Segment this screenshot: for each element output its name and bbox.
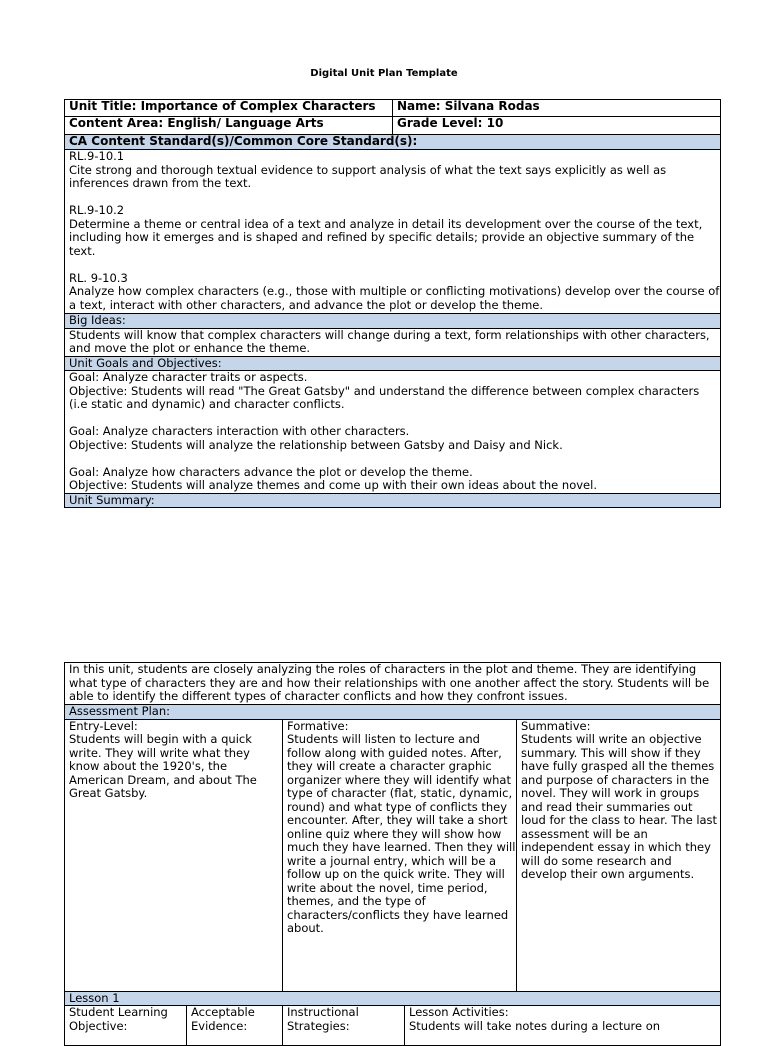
standard-text: Determine a theme or central idea of a text and analyze in detail its development over the course of the text, including how it emerges and is shaped and refined by specific details; provide an objective summary of the text. [69,216,703,258]
goals-body [65,371,721,494]
objective-text: Objective: Students will read "The Great Gatsby" and understand the difference between complex characters (i.e static and dynamic) and character conflicts. [69,383,700,411]
assessment-summative [517,719,721,991]
standard-code: RL.9-10.1 [69,149,125,163]
big-ideas-heading: Big Ideas: [65,314,721,329]
unit-plan-table-top [64,99,721,508]
standards-heading: CA Content Standard(s)/Common Core Standard(s): [65,135,721,150]
assessment-text: Students will begin with a quick write. They will write what they know about the 1920's, the American Dream, and about The Great Gatsby. [69,732,257,800]
objective-text: Objective: Students will analyze themes and come up with their own ideas about the novel. [69,478,597,492]
unit-title-cell: Unit Title: Importance of Complex Characters [65,100,393,117]
assessment-label: Summative: [521,718,591,733]
unit-plan-table-bottom [64,662,721,1046]
objective-text: Objective: Students will analyze the relationship between Gatsby and Daisy and Nick. [69,437,563,452]
name-cell: Name: Silvana Rodas [393,100,721,117]
assessment-text: Students will write an objective summary. This will show if they have fully grasped all the themes and purpose of characters in the novel. They will work in groups and read their summaries out loud for the class to hear. The last assessment will be an independent essay in which they will do some research and develop their own arguments. [521,732,718,881]
unit-summary-heading: Unit Summary: [65,493,721,508]
lesson1-evidence-header: Acceptable Evidence: [187,1006,283,1046]
lesson1-activities-label: Lesson Activities: [409,1005,509,1019]
standards-body [65,150,721,314]
lesson1-objective-header: Student Learning Objective: [65,1006,187,1046]
standard-code: RL.9-10.2 [69,203,125,217]
assessment-label: Formative: [287,718,349,733]
goals-heading: Unit Goals and Objectives: [65,356,721,371]
assessment-entry-level [65,719,283,991]
grade-level-cell: Grade Level: 10 [393,117,721,135]
goal-text: Goal: Analyze characters interaction with other characters. [69,424,410,438]
goal-text: Goal: Analyze character traits or aspects. [69,370,308,384]
document-title: Digital Unit Plan Template [310,68,458,79]
lesson1-heading: Lesson 1 [65,991,721,1006]
content-area-cell: Content Area: English/ Language Arts [65,117,393,135]
assessment-formative [283,719,517,991]
assessment-heading: Assessment Plan: [65,705,721,720]
standard-code: RL. 9-10.3 [69,270,128,285]
standard-text: Analyze how complex characters (e.g., those with multiple or conflicting motivations) develop over the course of a text, interact with other characters, and advance the plot or develop the theme. [69,284,720,312]
lesson1-activities-header [405,1006,721,1046]
standard-text: Cite strong and thorough textual evidence to support analysis of what the text says explicitly as well as inferences drawn from the text. [69,162,667,190]
assessment-text: Students will listen to lecture and follow along with guided notes. After, they will create a character graphic organizer where they will identify what type of character (flat, static, dynamic, round) and what type of conflicts they encounter. After, they will take a short online quiz where they will show how much they have learned. Then they will write a journal entry, which will be a follow up on the quick write. They will write about the novel, time period, themes, and the type of characters/conflicts they have learned about. [287,732,516,935]
assessment-label: Entry-Level: [69,718,138,733]
big-ideas-body: Students will know that complex characters will change during a text, form relationships with other characters, and move the plot or enhance the theme. [65,328,721,356]
goal-text: Goal: Analyze how characters advance the plot or develop the theme. [69,464,473,479]
unit-summary-body: In this unit, students are closely analyzing the roles of characters in the plot and theme. They are identifying what type of characters they are and how their relationships with one another affect the story. Students will be able to identify the different types of character conflicts and how they confront issues. [65,663,721,705]
lesson1-strategies-header: Instructional Strategies: [283,1006,405,1046]
lesson1-activities-text: Students will take notes during a lecture on [409,1018,661,1033]
